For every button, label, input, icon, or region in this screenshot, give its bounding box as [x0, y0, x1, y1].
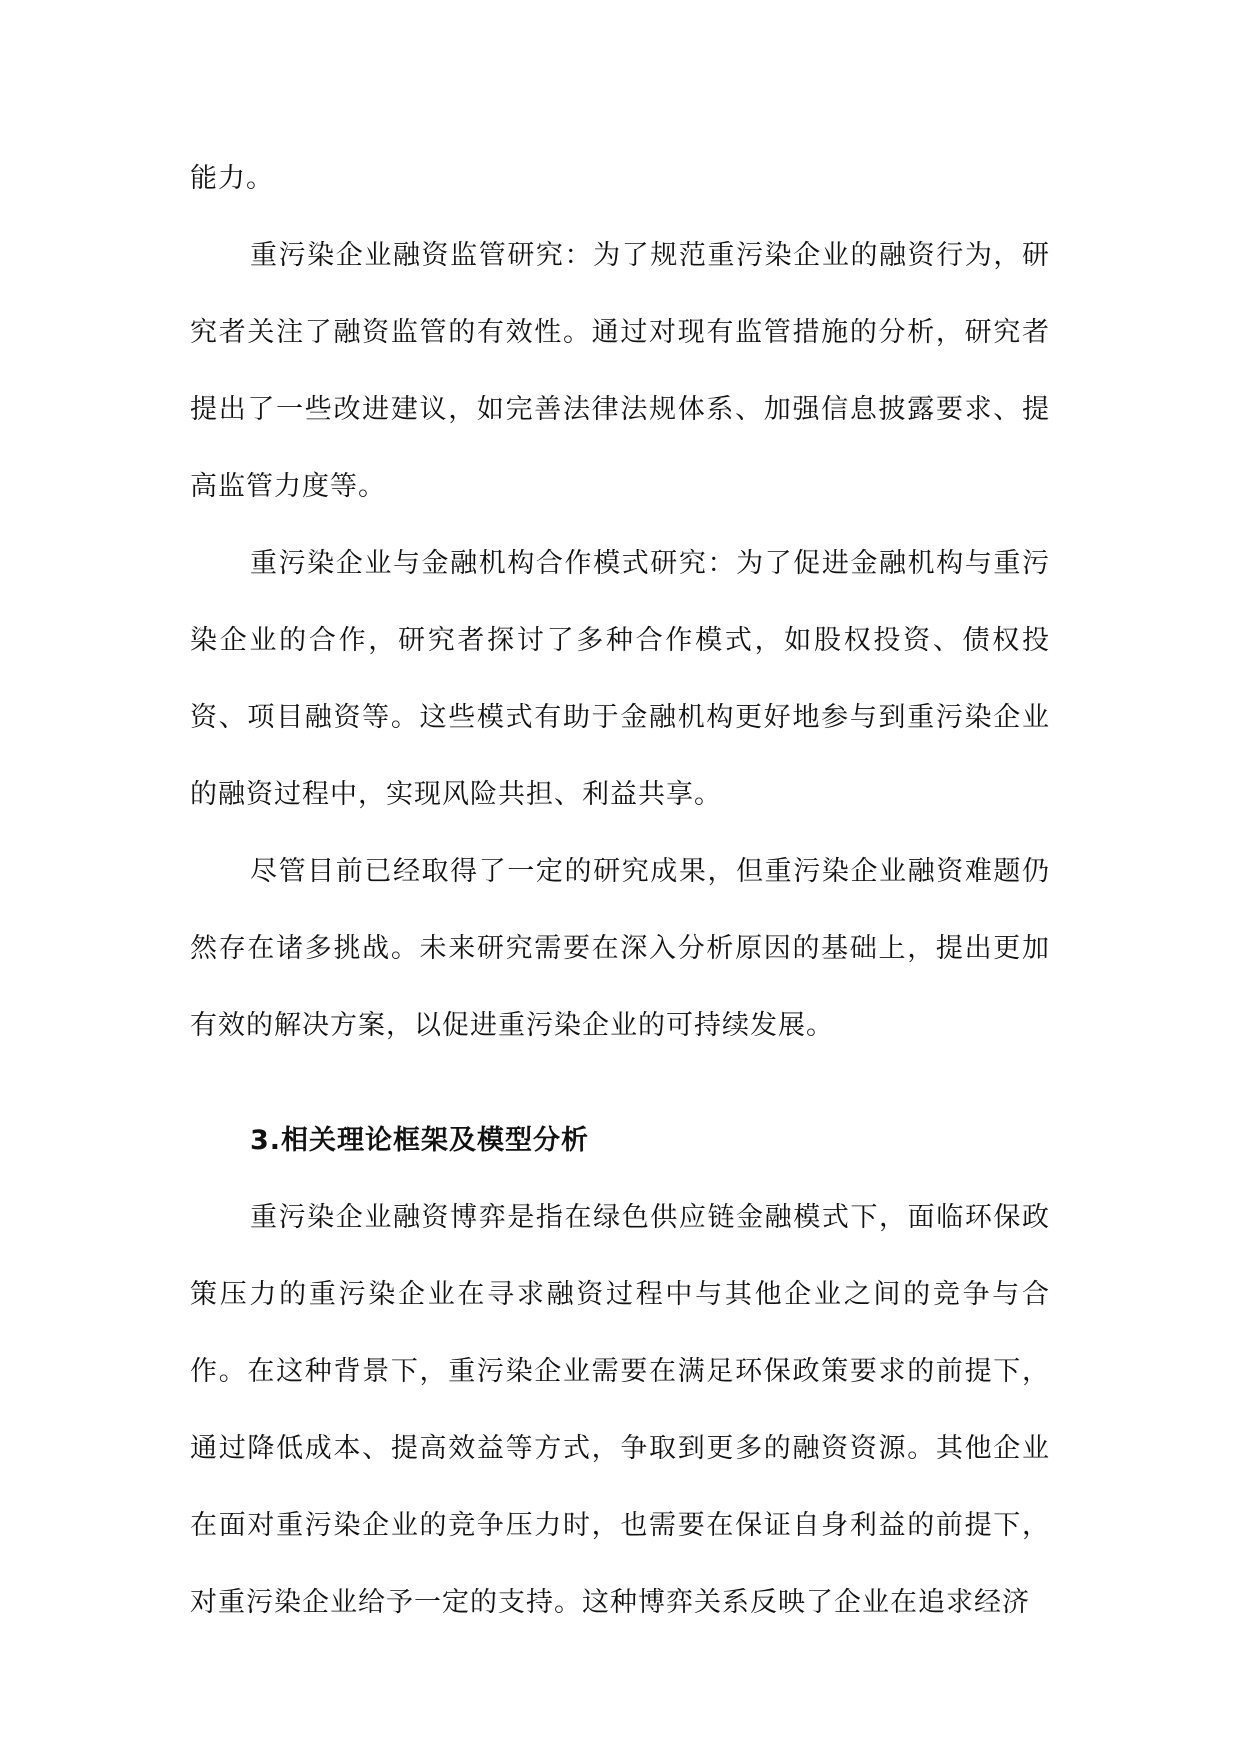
document-body — [190, 140, 1050, 1641]
paragraph-financing-game: 重污染企业融资博弈是指在绿色供应链金融模式下，面临环保政策压力的重污染企业在寻求融资过程中与其他企业之间的竞争与合作。在这种背景下，重污染企业需要在满足环保政策要求的前提下，通过降低成本、提高效益等方式，争取到更多的融资资源。其他企业在面对重污染企业的竞争压力时，也需要在保证自身利益的前提下，对重污染企业给予一定的支持。这种博弈关系反映了企业在追求经济 — [190, 1202, 1050, 1618]
paragraph-continuation: 能力。 — [190, 163, 274, 194]
paragraph-challenges: 尽管目前已经取得了一定的研究成果，但重污染企业融资难题仍然存在诸多挑战。未来研究需要在深入分析原因的基础上，提出更加有效的解决方案，以促进重污染企业的可持续发展。 — [190, 856, 1050, 1041]
section-heading: 3.相关理论框架及模型分析 — [250, 1125, 590, 1156]
paragraph-cooperation-models: 重污染企业与金融机构合作模式研究：为了促进金融机构与重污染企业的合作，研究者探讨了多种合作模式，如股权投资、债权投资、项目融资等。这些模式有助于金融机构更好地参与到重污染企业的融资过程中，实现风险共担、利益共享。 — [190, 548, 1050, 810]
paragraph-financing-regulation: 重污染企业融资监管研究：为了规范重污染企业的融资行为，研究者关注了融资监管的有效性。通过对现有监管措施的分析，研究者提出了一些改进建议，如完善法律法规体系、加强信息披露要求、提高监管力度等。 — [190, 240, 1050, 502]
